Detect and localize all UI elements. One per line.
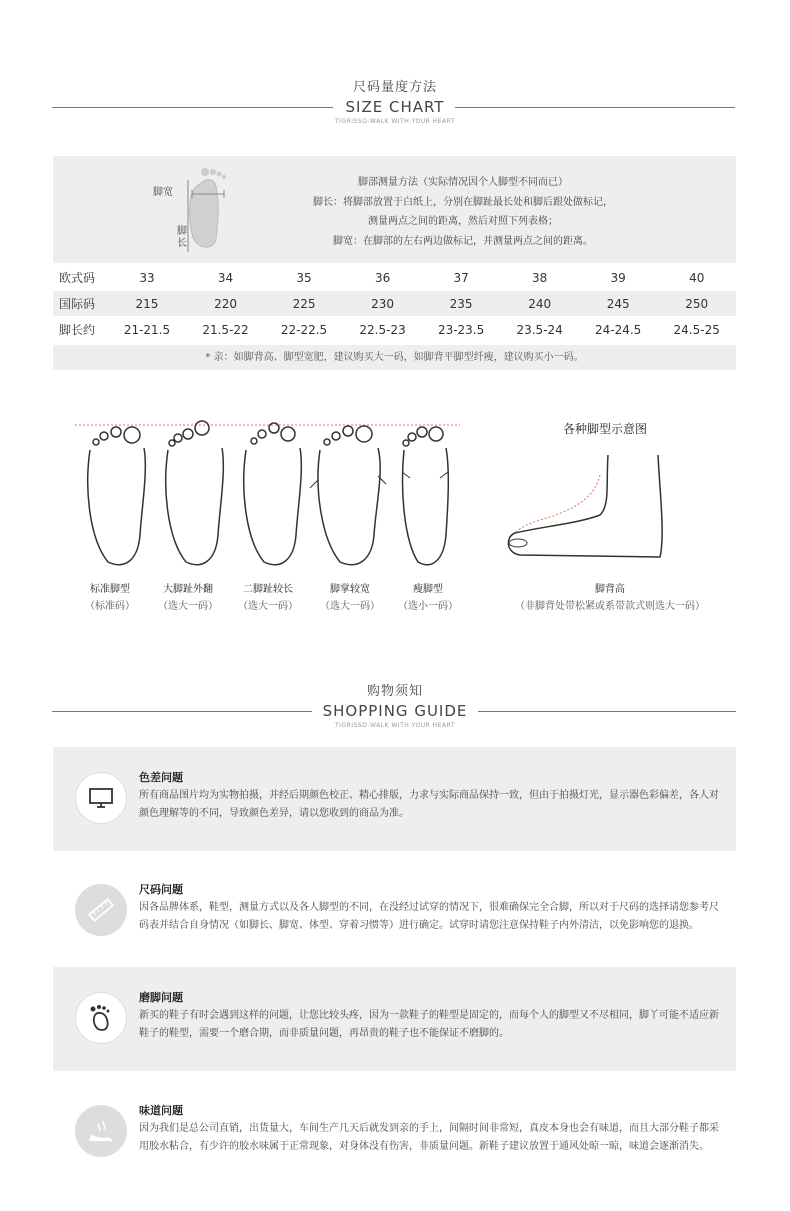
guide-title: 尺码问题: [139, 883, 183, 896]
table-cell: 21-21.5: [123, 322, 171, 337]
foot-outline-bunion: [166, 421, 224, 565]
table-cell: 24-24.5: [595, 322, 642, 337]
divider-line: [52, 107, 333, 108]
table-cell: 225: [292, 296, 316, 311]
foot-length-label: 脚长: [177, 226, 187, 249]
divider-line: [52, 711, 312, 712]
foot-outline-slim: [402, 427, 448, 565]
footprint-icon: [75, 992, 127, 1044]
high-instep-label: [480, 581, 740, 615]
guide-body: 所有商品图片均为实物拍摄，并经后期颜色校正、精心排版，力求与实际商品保持一致，但由于拍摄灯光，显示器色彩偏差，各人对颜色理解等的不同，导致颜色差异，请以您收到的商品为准。: [139, 790, 719, 819]
foot-type-advice: （选小一码）: [398, 601, 458, 612]
guide-body: 因各品牌体系，鞋型，测量方式以及各人脚型的不同，在没经过试穿的情况下，很难确保完全合脚，所以对于尺码的选择请您参考尺码表并结合自身情况（如脚长、脚宽、体型、穿着习惯等）进行确定。试穿时请您注意保持鞋子内外清洁，以免影响您的退换。: [139, 902, 719, 931]
table-cell: 34: [217, 270, 234, 285]
foot-outline-wide: [310, 426, 386, 565]
foot-type-advice: （选大一码）: [238, 601, 298, 612]
high-instep-title: 脚背高: [595, 584, 625, 595]
foot-outline-standard: [88, 427, 146, 565]
size-chart-title-cn: 尺码量度方法: [352, 80, 437, 95]
foot-type-advice: （选大一码）: [158, 601, 218, 612]
table-cell: 23.5-24: [516, 322, 563, 337]
row-header: 欧式码: [59, 271, 96, 285]
instruction-line: 测量两点之间的距离，然后对照下列表格；: [368, 216, 558, 227]
foot-types-illustration: [70, 410, 470, 570]
table-cell: 215: [135, 296, 159, 311]
instruction-line: 脚宽：在脚部的左右两边做标记，并测量两点之间的距离。: [333, 235, 593, 247]
foot-diagram-title: 各种脚型示意图: [562, 422, 647, 436]
foot-type-title: 二脚趾较长: [243, 584, 293, 595]
guide-title: 味道问题: [139, 1104, 183, 1117]
guide-smell-issue: [53, 1080, 736, 1184]
divider-line: [478, 711, 736, 712]
table-cell: 37: [453, 270, 469, 285]
foot-type-item: [388, 581, 468, 615]
size-tip-note: * 亲：如脚背高、脚型宽肥，建议购买大一码，如脚背平脚型纤瘦，建议购买小一码。: [53, 345, 736, 370]
instruction-line: 脚部测量方法（实际情况因个人脚型不同而已）: [358, 177, 568, 188]
guide-size-issue: [53, 859, 736, 963]
table-cell: 38: [532, 270, 548, 285]
table-cell: 22.5-23: [359, 322, 406, 337]
foot-type-title: 标准脚型: [90, 584, 130, 595]
foot-type-item: [70, 581, 150, 615]
instruction-line: 脚长：将脚部放置于白纸上，分别在脚趾最长处和脚后跟处做标记，: [313, 196, 613, 208]
table-cell: 24.5-25: [673, 322, 720, 337]
measurement-instructions: [293, 173, 633, 251]
foot-type-advice: （选大一码）: [320, 601, 380, 612]
foot-width-label: 脚宽: [153, 187, 173, 198]
table-cell: 39: [610, 270, 626, 285]
measurement-box: [53, 156, 736, 263]
ruler-icon: [75, 884, 127, 936]
guide-body: 新买的鞋子有时会遇到这样的问题，让您比较头疼，因为一款鞋子的鞋型是固定的，而每个人的脚型又不尽相同，脚丫可能不适应新鞋子的鞋型，需要一个磨合期，而非质量问题，再昂贵的鞋子也不能保证不磨脚的。: [139, 1010, 719, 1039]
table-cell: 245: [606, 296, 630, 311]
shopping-guide-header: [0, 680, 790, 729]
table-row-eu: [53, 265, 736, 291]
size-chart-title-en: SIZE CHART: [336, 98, 455, 116]
table-cell: 35: [296, 270, 312, 285]
foot-type-title: 瘦脚型: [413, 584, 443, 595]
table-cell: 230: [371, 296, 395, 311]
table-row-intl: [53, 291, 736, 317]
table-cell: 250: [685, 296, 709, 311]
guide-chafing-issue: [53, 967, 736, 1071]
foot-type-advice: （标准码）: [85, 601, 135, 612]
guide-title: 磨脚问题: [139, 991, 183, 1004]
table-cell: 235: [449, 296, 473, 311]
divider-line: [455, 107, 735, 108]
foot-type-item: [148, 581, 228, 615]
guide-title: 色差问题: [139, 771, 183, 784]
foot-type-title: 大脚趾外翻: [163, 584, 213, 595]
foot-type-labels: [70, 581, 470, 615]
row-header: 脚长约: [59, 323, 96, 337]
table-cell: 240: [528, 296, 552, 311]
foot-type-item: [310, 581, 390, 615]
high-instep-illustration: [500, 445, 670, 565]
shoe-smell-icon: [75, 1105, 127, 1157]
brand-slogan: TIGRISSO-WALK WITH YOUR HEART: [335, 118, 455, 125]
table-cell: 23-23.5: [437, 322, 485, 337]
table-cell: 21.5-22: [202, 322, 249, 337]
table-cell: 40: [689, 270, 705, 285]
shopping-guide-title-cn: 购物须知: [366, 684, 423, 699]
high-instep-advice: （非脚背处带松紧或系带款式则选大一码）: [515, 601, 705, 612]
guide-color-difference: [53, 747, 736, 851]
table-cell: 220: [214, 296, 237, 311]
row-header: 国际码: [59, 297, 96, 311]
monitor-icon: [75, 772, 127, 824]
foot-type-item: [228, 581, 308, 615]
table-cell: 22-22.5: [280, 322, 328, 337]
foot-type-title: 脚掌较宽: [330, 584, 370, 595]
size-chart-header: [0, 76, 790, 125]
shopping-guide-title-en: SHOPPING GUIDE: [313, 702, 478, 720]
table-cell: 36: [374, 270, 391, 285]
guide-body: 因为我们是总公司直销，出货量大，车间生产几天后就发到亲的手上，间隔时间非常短，真皮本身也会有味道，而且大部分鞋子都采用胶水粘合，有少许的胶水味属于正常现象，对身体没有伤害，非质量问题。新鞋子建议放置于通风处晾一晾，味道会逐渐消失。: [139, 1123, 719, 1152]
table-cell: 33: [139, 270, 155, 285]
foot-outline-long-second-toe: [244, 423, 302, 565]
size-table: [53, 265, 736, 343]
brand-slogan: TIGRISSO-WALK WITH YOUR HEART: [335, 722, 455, 729]
table-row-length: [53, 317, 736, 343]
